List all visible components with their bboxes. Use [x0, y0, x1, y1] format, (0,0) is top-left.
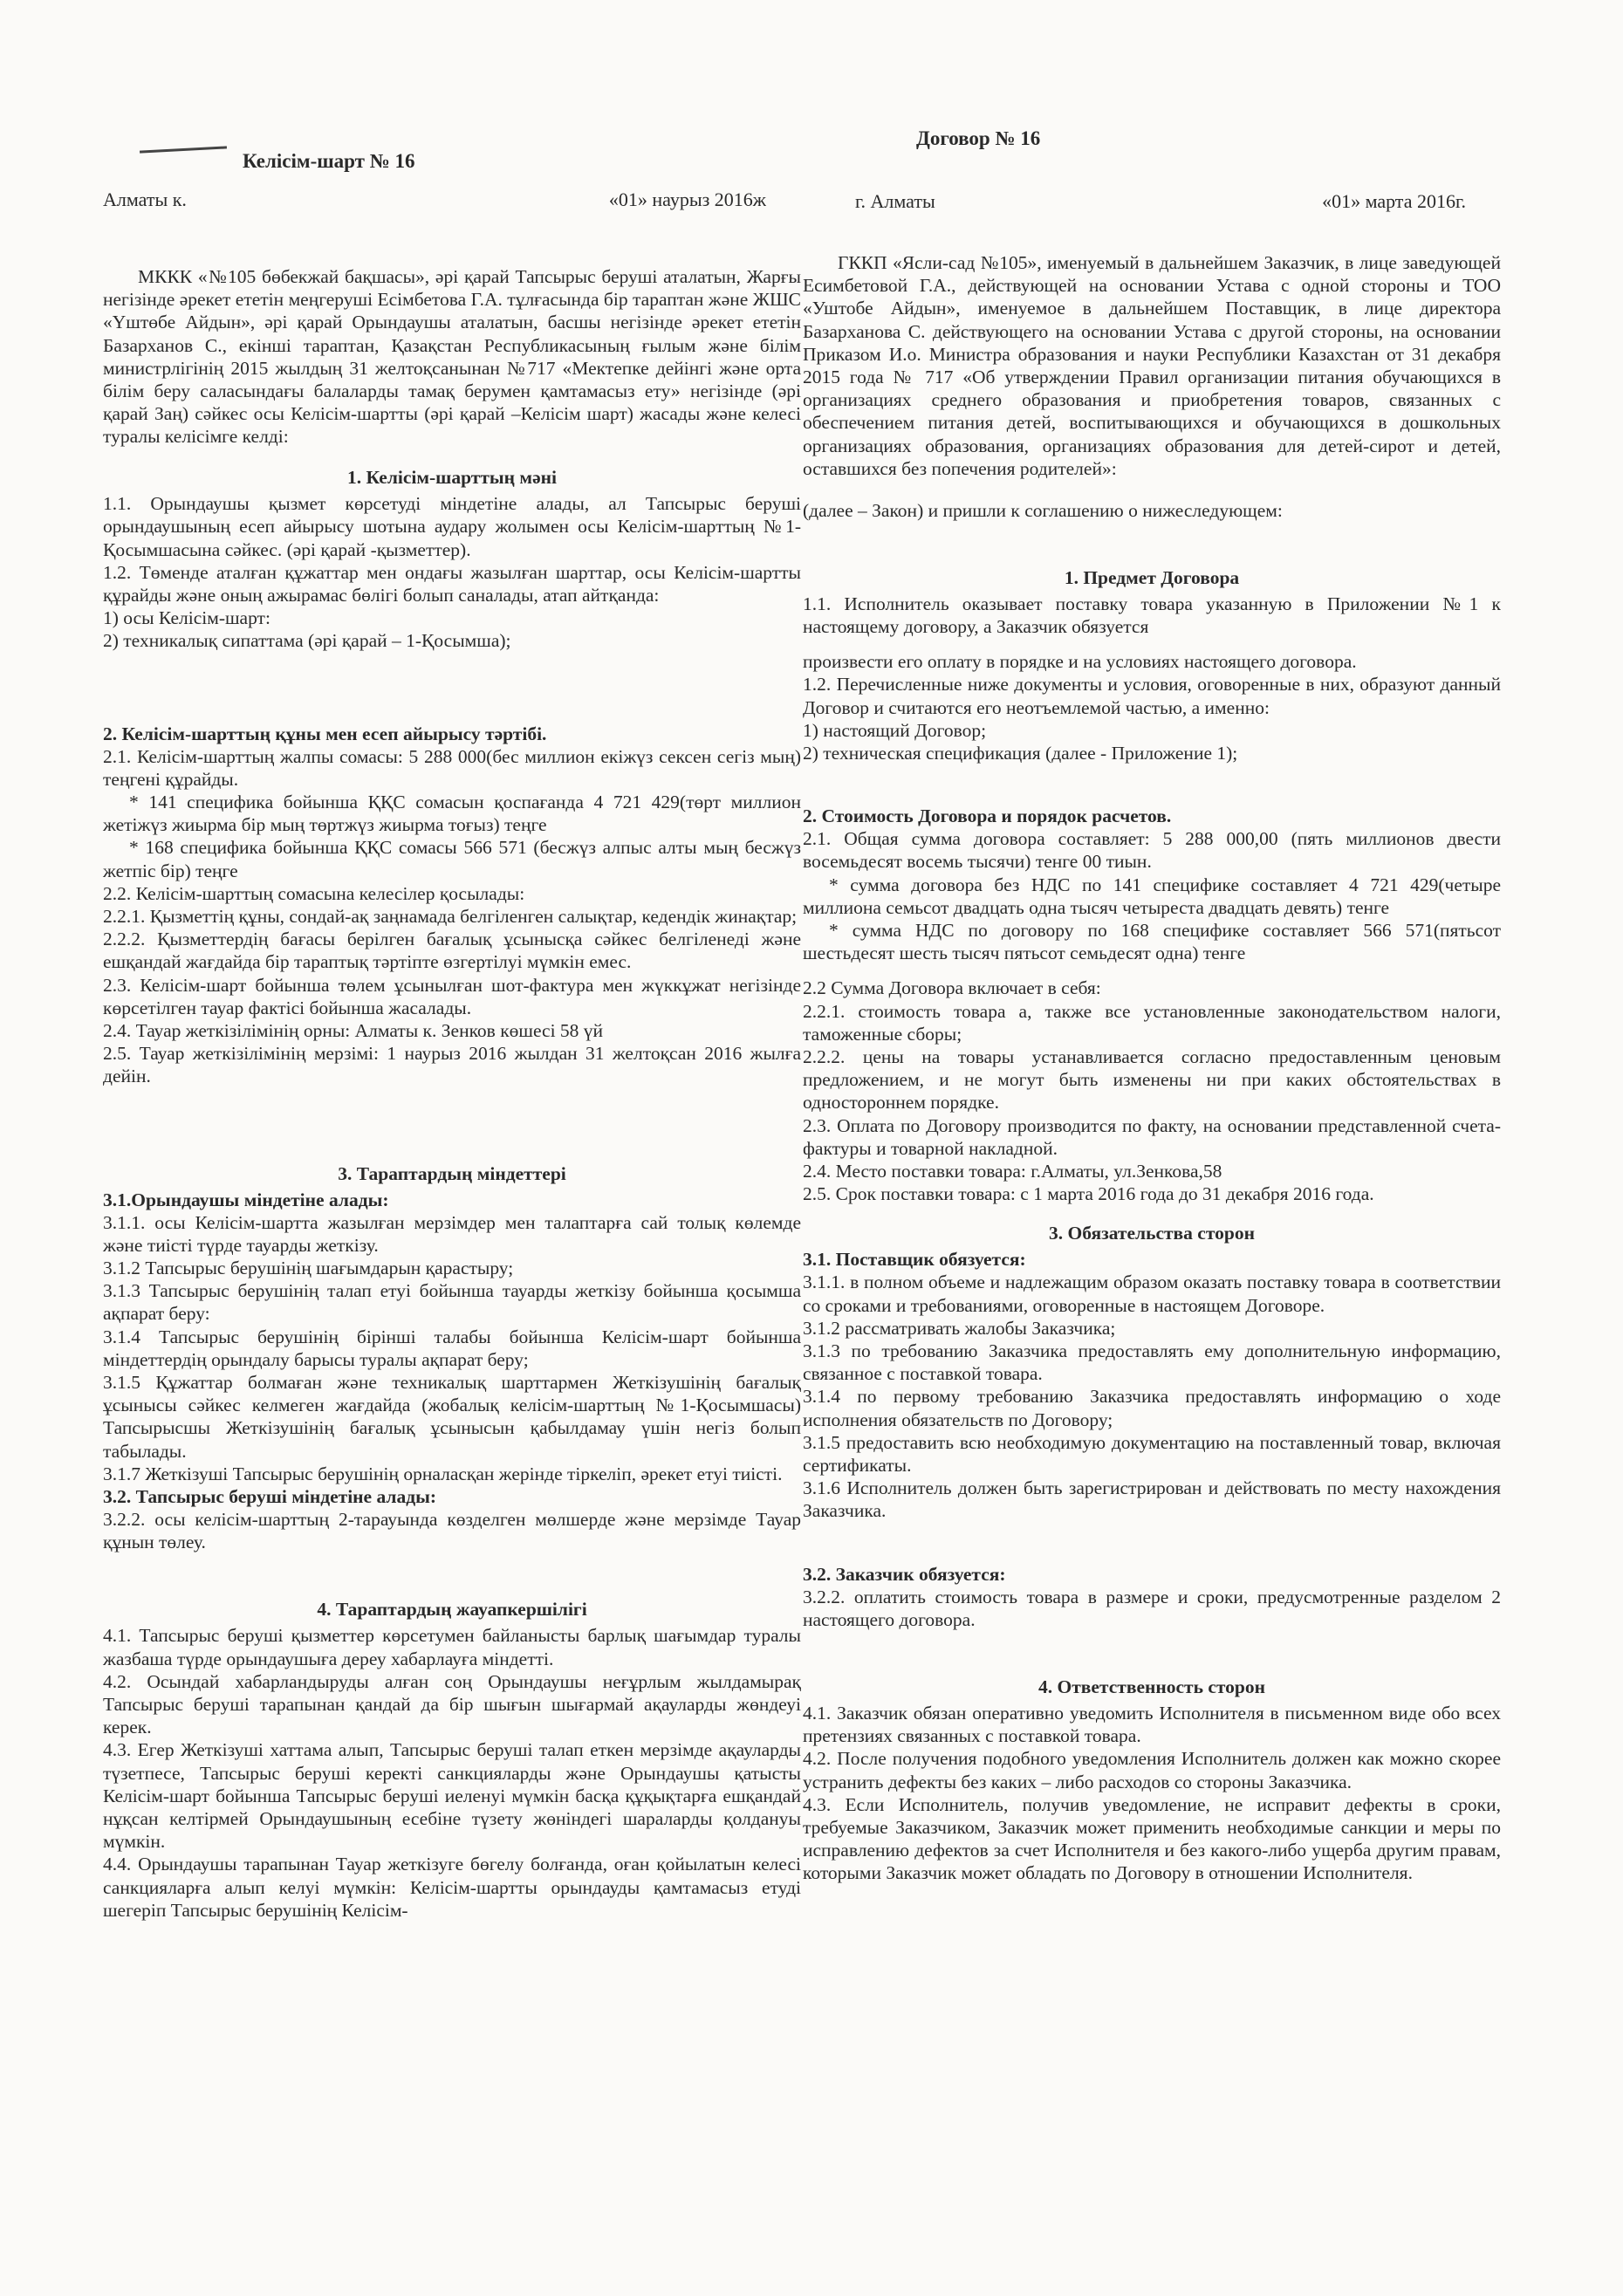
- ru-s2-p6: 2.2.2. цены на товары устанавливается согласно предоставленным ценовым предложением, и не могут быть изменены ни при каких обстоятельствах в одностороннем порядке.: [803, 1045, 1501, 1114]
- kz-city: Алматы к.: [103, 188, 187, 210]
- kz-s2-p7: 2.3. Келісім-шарт бойынша төлем ұсынылған шот-фактура мен жүккұжат негізінде көрсетілген тауар фактісі бойынша жасалады.: [103, 974, 801, 1018]
- ru-s2-p5: 2.2.1. стоимость товара а, также все установленные законодательством налоги, таможенные сборы;: [803, 1000, 1501, 1045]
- ru-s2-p2: * сумма договора без НДС по 141 специфике составляет 4 721 429(четыре миллиона семьсот двадцать одна тысяч четыреста двадцать девять) тенге: [803, 874, 1501, 918]
- ru-s1-p3: 1) настоящий Договор;: [803, 719, 987, 741]
- kz-s3-p5: 3.1.5 Құжаттар болмаған және техникалық шарттармен Жеткізушінің бағалық ұсынысы сәйкес келмеген жағдайда (жобалық келісім-шарттың №1-Қосымшасы) Тапсырысшы Жеткізушінің бағалық ұсынысын қабылдамау үшін негіз болып табылады.: [103, 1372, 801, 1462]
- kz-s3-title: 3. Тараптардың міндеттері: [338, 1162, 566, 1184]
- kz-s3-p6: 3.1.7 Жеткізуші Тапсырыс берушінің орналасқан жерінде тіркеліп, әрекет етуі тиісті.: [103, 1463, 783, 1484]
- ru-s2-p9: 2.5. Срок поставки товара: с 1 марта 2016 года до 31 декабря 2016 года.: [803, 1183, 1374, 1205]
- kz-s3-p2: 3.1.2 Тапсырыс берушінің шағымдарын қарастыру;: [103, 1258, 514, 1278]
- kz-s2-p2: * 141 спецификa бойынша ҚҚС сомасын қоспағанда 4 721 429(төрт миллион жетіжүз жиырма бір мың төртжүз жиырма тоғыз) теңге: [103, 791, 801, 836]
- kz-s2-p9: 2.5. Тауар жеткізілімінің мерзімі: 1 наурыз 2016 жылдан 31 желтоқсан 2016 жылға дейін.: [103, 1043, 801, 1087]
- kz-city-date: [103, 188, 801, 211]
- ru-s1-title: 1. Предмет Договора: [1064, 566, 1240, 588]
- kz-s3-p4: 3.1.4 Тапсырыс берушінің бірінші талабы бойынша Келісім-шарт бойынша міндеттердің орындалу барысы туралы ақпарат беру;: [103, 1326, 801, 1370]
- ru-s4-p2: 4.2. После получения подобного уведомления Исполнитель должен как можно скорее устранить дефекты без каких – либо расходов со стороны Заказчика.: [803, 1748, 1501, 1792]
- kz-s1-p4: 2) техникалық сипаттама (әрі қарай – 1-Қосымша);: [103, 630, 511, 652]
- kz-s3-2-title: 3.2. Тапсырыс беруші міндетіне алады:: [103, 1486, 437, 1508]
- ru-s3-p6: 3.1.6 Исполнитель должен быть зарегистрирован и действовать по месту нахождения Заказчика.: [803, 1477, 1501, 1522]
- ru-city: г. Алматы: [855, 190, 935, 212]
- ru-s4-title: 4. Ответственность сторон: [1037, 1676, 1266, 1698]
- ru-s3-2-title: 3.2. Заказчик обязуется:: [803, 1563, 1006, 1585]
- ru-s1-p2: 1.2. Перечисленные ниже документы и условия, оговоренные в них, образуют данный Договор и считаются его неотъемлемой частью, а именно:: [803, 674, 1501, 718]
- kz-s2-title: 2. Келісім-шарттың құны мен есеп айырысу тәртібі.: [103, 723, 547, 744]
- ru-s3-p5: 3.1.5 предоставить всю необходимую документацию на поставленный товар, включая сертификаты.: [803, 1431, 1501, 1477]
- kz-s2-p5: 2.2.1. Қызметтің құны, сондай-ақ заңнамада белгіленген салықтар, кедендік жинақтар;: [103, 905, 798, 927]
- russian-column: [803, 122, 1501, 1885]
- ru-s1-p1: 1.1. Исполнитель оказывает поставку товара указанную в Приложении №1 к настоящему договору, а Заказчик обязуется: [803, 593, 1501, 637]
- kz-s2-p6: 2.2.2. Қызметтердің бағасы берілген бағалық ұсынысқа сәйкес белгіленеді және ешқандай жағдайда бір тараптық тәртіпте өзгертілуі мүмкін емес.: [103, 929, 801, 973]
- kz-s3-p1: 3.1.1. осы Келісім-шартта жазылған мерзімдер мен талаптарға сай толық көлемде және тиісті түрде тауарды жеткізу.: [103, 1211, 801, 1256]
- ru-s2-title: 2. Стоимость Договора и порядок расчетов.: [803, 805, 1172, 827]
- ru-date: «01» марта 2016г.: [1322, 190, 1466, 212]
- kz-s2-p4: 2.2. Келісім-шарттың сомасына келесілер қосылады:: [103, 882, 525, 904]
- ru-title: Договор № 16: [916, 127, 1041, 149]
- ru-s1-p4: 2) техническая спецификация (далее - Приложение 1);: [803, 742, 1238, 764]
- ru-s2-p7: 2.3. Оплата по Договору производится по факту, на основании представленной счета-фактуры и товарной накладной.: [803, 1114, 1501, 1159]
- ru-s3-p7: 3.2.2. оплатить стоимость товара в размере и сроки, предусмотренные разделом 2 настоящего договора.: [803, 1586, 1501, 1630]
- kz-s2-p1: 2.1. Келісім-шарттың жалпы сомасы: 5 288 000(бес миллион екіжүз сексен сегіз мың) теңгені құрайды.: [103, 745, 801, 790]
- kz-s4-p2: 4.2. Осындай хабарландыруды алған соң Орындаушы неғұрлым жылдамырақ Тапсырыс беруші тарапынан қандай да бір шығын шығармай ақауларды жөндеуі керек.: [103, 1670, 801, 1738]
- kz-title: Келісім-шарт № 16: [243, 150, 415, 172]
- ru-s2-p4: 2.2 Сумма Договора включает в себя:: [803, 977, 1101, 999]
- kz-s3-p7: 3.2.2. осы келісім-шарттың 2-тарауында көзделген мөлшерде және мерзімде Тауар құнын төлеу.: [103, 1509, 801, 1553]
- ru-s2-p1: 2.1. Общая сумма договора составляет: 5 288 000,00 (пять миллионов двести восемьдесят восемь тысячи) тенге 00 тиын.: [803, 828, 1501, 873]
- kz-s4-title: 4. Тараптардың жауапкершілігі: [317, 1599, 587, 1621]
- ru-intro2: (далее – Закон) и пришли к соглашению о нижеследующем:: [803, 499, 1283, 521]
- kz-s4-p1: 4.1. Тапсырыс беруші қызметтер көрсетумен байланысты барлық шағымдар туралы жазбаша түрде орындаушыға дереу хабарлауға міндетті.: [103, 1625, 801, 1669]
- kz-s3-1-title: 3.1.Орындаушы міндетіне алады:: [103, 1189, 389, 1210]
- ru-s2-p8: 2.4. Место поставки товара: г.Алматы, ул.Зенкова,58: [803, 1161, 1222, 1182]
- kz-date: «01» наурыз 2016ж: [608, 188, 766, 210]
- ru-city-date: [803, 190, 1501, 213]
- ru-s3-p4: 3.1.4 по первому требованию Заказчика предоставлять информацию о ходе исполнения обязательств по Договору;: [803, 1386, 1501, 1430]
- ru-s4-p3: 4.3. Если Исполнитель, получив уведомление, не исправит дефекты в сроки, требуемые Заказчиком, Заказчик может применить необходимые санкции и меры по исправлению дефектов за счет Исполнителя и без какого-либо ущерба другим правам, которыми Заказчик может обладать по Договору в отношении Исполнителя.: [803, 1793, 1501, 1884]
- ru-s3-1-title: 3.1. Поставщик обязуется:: [803, 1249, 1026, 1271]
- kz-s3-p3: 3.1.3 Тапсырыс берушінің талап етуі бойынша тауарды жеткізу бойынша қосымша ақпарат беру:: [103, 1280, 801, 1325]
- kazakh-column: [103, 122, 801, 1922]
- ru-s3-title: 3. Обязательства сторон: [1049, 1223, 1255, 1244]
- kz-s2-p3: * 168 спецификa бойынша ҚҚС сомасы 566 571 (бесжүз алпыс алты мың бесжүз жетпіс бір) теңге: [103, 837, 801, 881]
- ru-s2-p3: * сумма НДС по договору по 168 специфике составляет 566 571(пятьсот шестьдесят шесть тысяч пятьсот семьдесят одна) тенге: [803, 919, 1501, 964]
- ru-s3-p2: 3.1.2 рассматривать жалобы Заказчика;: [803, 1317, 1116, 1339]
- kz-s1-p2: 1.2. Төменде аталған құжаттар мен ондағы жазылған шарттар, осы Келісім-шартты құрайды және оның ажырамас бөлігі болып саналады, атап айтқанда:: [103, 561, 801, 606]
- ru-s3-p1: 3.1.1. в полном объеме и надлежащим образом оказать поставку товара в соответствии со сроками и требованиями, оговоренные в настоящем Договоре.: [803, 1271, 1501, 1316]
- kz-s1-p3: 1) осы Келісім-шарт:: [103, 607, 270, 629]
- kz-s2-p8: 2.4. Тауар жеткізілімінің орны: Алматы к. Зенков көшесі 58 үй: [103, 1019, 604, 1041]
- ru-intro: ГККП «Ясли-сад №105», именуемый в дальнейшем Заказчик, в лице заведующей Есимбетовой Г.А., действующей на основании Устава с одной стороны и ТОО «Уштобе Айдын», именуемое в дальнейшем Поставщик, в лице директора Базарханова С. действующего на основании Устава с другой стороны, на основании Приказом И.о. Министра образования и науки Республики Казахстан от 31 декабря 2015 года № 717 «Об утверждении Правил организации питания обучающихся в организациях среднего образования и приобретения товаров, связанных с обеспечением питания детей, воспитывающихся и обучающихся в дошкольных организациях образования, организациях образования для детей-сирот и детей, оставшихся без попечения родителей»:: [803, 252, 1501, 479]
- ru-s3-p3: 3.1.3 по требованию Заказчика предоставлять ему дополнительную информацию, связанное с поставкой товара.: [803, 1340, 1501, 1385]
- kz-s4-p3: 4.3. Егер Жеткізуші хаттама алып, Тапсырыс беруші талап еткен мерзімде ақауларды түзетпесе, Тапсырыс беруші керекті санкцияларды және Орындаушы қатысты Келісім-шарт бойынша Тапсырыс беруші иеленуі мүмкін басқа құқықтарға ешқандай нұқсан келтірмей Орындаушының есебіне түзету жөніндегі шараларды қолдануы мүмкін.: [103, 1739, 801, 1853]
- kz-s1-title: 1. Келісім-шарттың мәні: [347, 467, 557, 489]
- ru-s1-p1b: произвести его оплату в порядке и на условиях настоящего договора.: [803, 651, 1357, 673]
- ru-s4-p1: 4.1. Заказчик обязан оперативно уведомить Исполнителя в письменном виде обо всех претензиях связанных с поставкой товара.: [803, 1703, 1501, 1747]
- kz-s1-p1: 1.1. Орындаушы қызмет көрсетуді міндетіне алады, ал Тапсырыс беруші орындаушының есеп айырысу шотына аудару жолымен осы Келісім-шарттың №1-Қосымшасына сәйкес. (әрі қарай -қызметтер).: [103, 493, 801, 560]
- kz-intro: МККК «№105 бөбекжай бақшасы», әрі қарай Тапсырыс беруші аталатын, Жарғы негізінде әрекет ететін меңгеруші Есімбетова Г.А. тұлғасында бір тараптан және ЖШС «Үштөбе Айдын», әрі қарай Орындаушы аталатын, басшы негізінде әрекет ететін Базарханов С., екінші тараптан, Қазақстан Республикасының ғылым және білім министрлігінің 2015 жылдың 31 желтоқсанынан №717 «Мектепке дейінгі және орта білім беру саласындағы балаларды тамақ берумен қамтамасыз ету» негізінде (әрі қарай Заң) сәйкес осы Келісім-шартты (әрі қарай –Келісім шарт) жасады және келесі туралы келісімге келді:: [103, 266, 801, 448]
- kz-s4-p4: 4.4. Орындаушы тарапынан Тауар жеткізуге бөгелу болғанда, оған қойылатын келесі санкцияларға алып келуі мүмкін: Келісім-шартты орындауды қамтамасыз етуді шегеріп Тапсырыс берушінің Келісім-: [103, 1854, 801, 1921]
